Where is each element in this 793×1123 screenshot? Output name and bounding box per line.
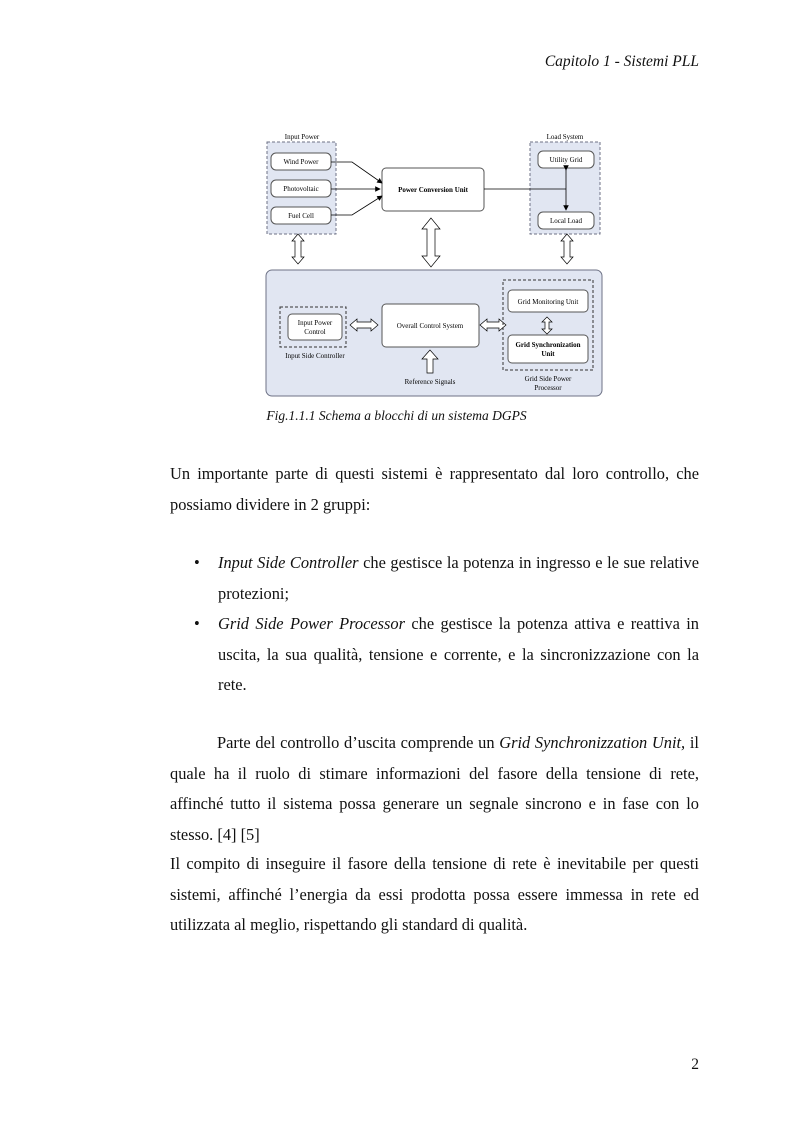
list-item bbox=[170, 548, 699, 609]
photovoltaic-label: Photovoltaic bbox=[283, 185, 319, 193]
figure-caption: Fig.1.1.1 Schema a blocchi di un sistema DGPS bbox=[266, 408, 527, 423]
bullet-list bbox=[170, 548, 699, 701]
overall-control-system-label: Overall Control System bbox=[396, 322, 464, 330]
list-item-desc: che gestisce la potenza attiva e reattiva in uscita, la sua qualità, tensione e corrente, e la sincronizzazione con la rete. bbox=[218, 614, 699, 694]
list-item bbox=[170, 609, 699, 701]
reference-signals-label: Reference Signals bbox=[404, 378, 456, 386]
load-system-group-label: Load System bbox=[546, 133, 584, 141]
fuel-cell-label: Fuel Cell bbox=[288, 212, 314, 220]
paragraph-3-after: il quale ha il ruolo di stimare informazioni del fasore della tensione di rete, affinché tutto il sistema possa generare un segnale sincrono e in fase con lo stesso. [4] [5] bbox=[170, 733, 699, 844]
paragraph-3 bbox=[170, 728, 699, 850]
utility-grid-label: Utility Grid bbox=[549, 156, 583, 164]
dgps-block-diagram bbox=[262, 128, 606, 400]
list-item-term: Input Side Controller bbox=[218, 553, 359, 572]
paragraph-4: Il compito di inseguire il fasore della tensione di rete è inevitabile per questi sistemi, affinché l’energia da essi prodotta possa essere immessa in rete ed utilizzata al meglio, rispettando gli standard di qualità. bbox=[170, 854, 699, 934]
running-header: Capitolo 1 - Sistemi PLL bbox=[544, 53, 699, 70]
input-power-control-label-1: Input Power bbox=[297, 319, 333, 327]
grid-side-power-processor-label-2: Processor bbox=[534, 384, 562, 392]
page-number: 2 bbox=[691, 1056, 699, 1073]
paragraph-1: Un importante parte di questi sistemi è rappresentato dal loro controllo, che possiamo dividere in 2 gruppi: bbox=[170, 464, 699, 514]
list-item-desc: che gestisce la potenza in ingresso e le sue relative protezioni; bbox=[218, 553, 700, 603]
local-load-label: Local Load bbox=[549, 217, 583, 225]
grid-sync-unit-label-1: Grid Synchronization bbox=[515, 341, 581, 349]
input-power-control-label-2: Control bbox=[304, 328, 326, 336]
input-power-group-label: Input Power bbox=[284, 133, 320, 141]
grid-side-power-processor-label-1: Grid Side Power bbox=[524, 375, 572, 383]
paragraph-3-before: Parte del controllo d’uscita comprende un bbox=[217, 733, 500, 752]
input-side-controller-label: Input Side Controller bbox=[285, 352, 345, 360]
list-item-term: Grid Side Power Processor bbox=[218, 614, 405, 633]
wind-power-label: Wind Power bbox=[283, 158, 319, 166]
power-conversion-unit-label: Power Conversion Unit bbox=[398, 186, 468, 194]
grid-sync-unit-label-2: Unit bbox=[541, 350, 555, 358]
grid-monitoring-unit-label: Grid Monitoring Unit bbox=[517, 298, 579, 306]
bullet-icon: • bbox=[194, 553, 200, 572]
bullet-icon: • bbox=[194, 614, 200, 633]
paragraph-3-term: Grid Synchronizzation Unit, bbox=[499, 733, 686, 752]
